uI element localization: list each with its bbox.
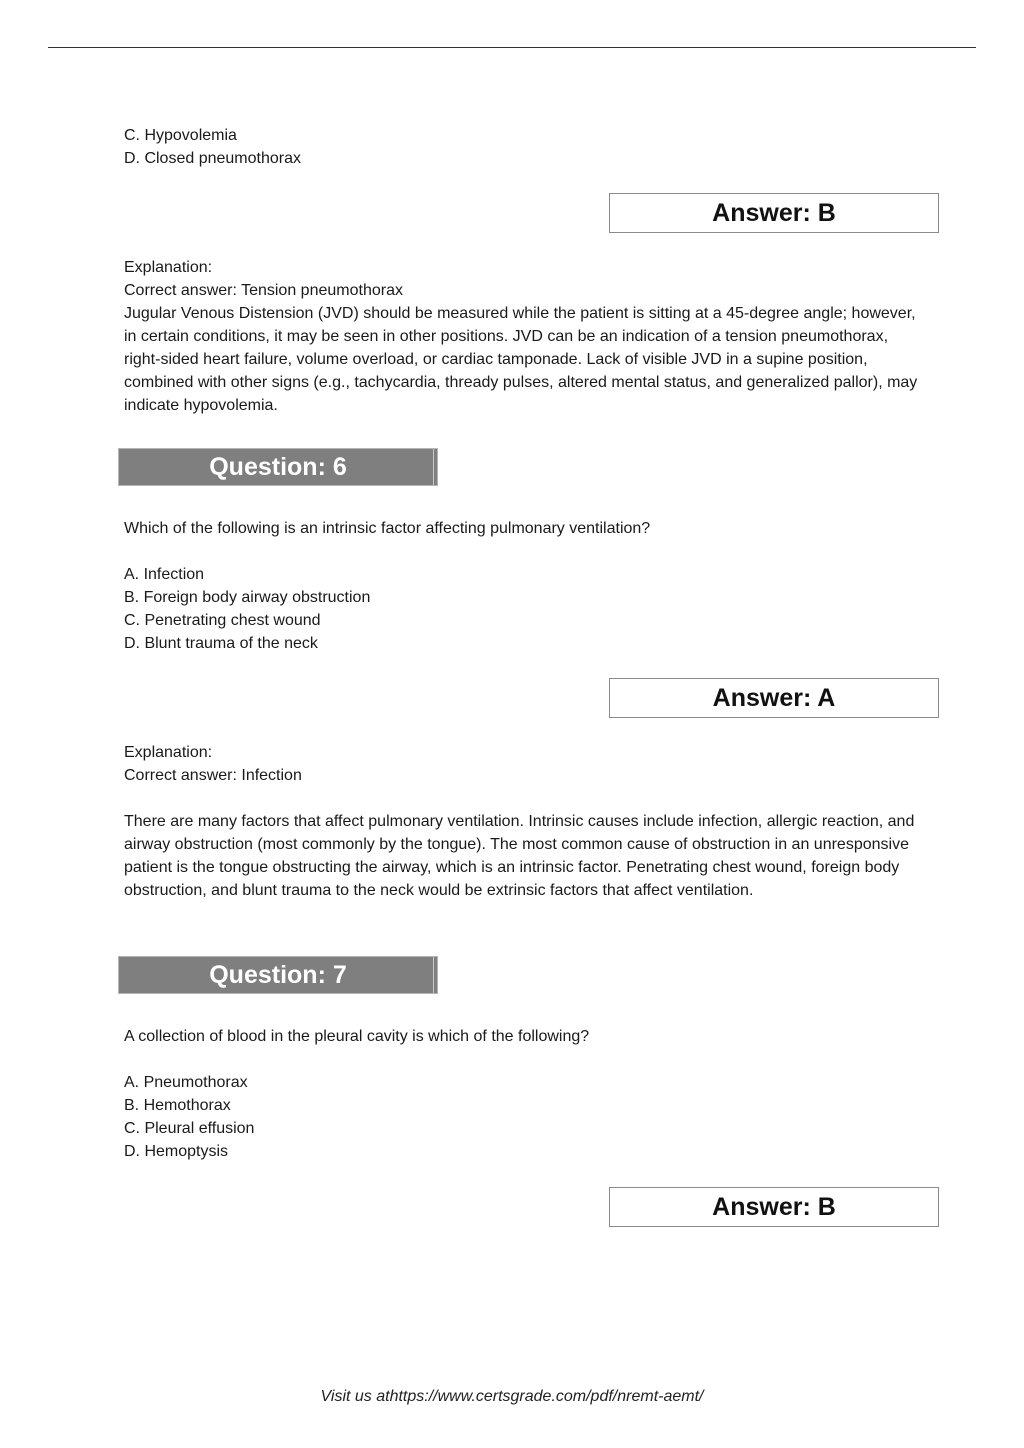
q7-banner — [118, 956, 438, 994]
q7-option-d: D. Hemoptysis — [124, 1143, 229, 1160]
q6-explanation-label: Explanation: — [124, 744, 213, 761]
header-rule — [48, 47, 976, 48]
q7-option-c: C. Pleural effusion — [124, 1120, 255, 1137]
q5-option-c: C. Hypovolemia — [124, 127, 237, 144]
q5-correct-answer: Correct answer: Tension pneumothorax — [124, 282, 403, 299]
q6-explanation-body: There are many factors that affect pulmonary ventilation. Intrinsic causes include infection, allergic reaction, and airway obstruction (most commonly by the tongue). The most common cause of obstruction in an unresponsive patient is the tongue obstructing the airway, which is an intrinsic factor. Penetrating chest wound, foreign body obstruction, and blunt trauma to the neck would be extrinsic factors that affect ventilation. — [124, 813, 915, 899]
q5-explanation — [124, 256, 924, 417]
q5-answer-box: Answer: B — [609, 193, 939, 233]
q6-option-b: B. Foreign body airway obstruction — [124, 589, 371, 606]
q5-options — [124, 124, 301, 170]
q7-title: Question: 7 — [209, 960, 347, 989]
footer-link[interactable]: Visit us athttps://www.certsgrade.com/pdf/nremt-aemt/ — [320, 1388, 704, 1405]
q7-prompt: A collection of blood in the pleural cavity is which of the following? — [124, 1028, 590, 1045]
q6-banner — [118, 448, 438, 486]
q6-answer-box: Answer: A — [609, 678, 939, 718]
q6-correct-answer: Correct answer: Infection — [124, 767, 302, 784]
q5-explanation-label: Explanation: — [124, 259, 213, 276]
q7-options — [124, 1071, 254, 1163]
q6-option-c: C. Penetrating chest wound — [124, 612, 321, 629]
q6-option-d: D. Blunt trauma of the neck — [124, 635, 318, 652]
q6-prompt: Which of the following is an intrinsic factor affecting pulmonary ventilation? — [124, 520, 651, 537]
q5-explanation-body: Jugular Venous Distension (JVD) should be measured while the patient is sitting at a 45-degree angle; however, in certain conditions, it may be seen in other positions. JVD can be an indication of a tension pneumothorax, right-sided heart failure, volume overload, or cardiac tamponade. Lack of visible JVD in a supine position, combined with other signs (e.g., tachycardia, thready pulses, altered mental status, and generalized pallor), may indicate hypovolemia. — [124, 305, 918, 414]
q7-option-a: A. Pneumothorax — [124, 1074, 248, 1091]
q6-option-a: A. Infection — [124, 566, 205, 583]
q7-answer-box: Answer: B — [609, 1187, 939, 1227]
q6-options — [124, 563, 370, 655]
q6-title: Question: 6 — [209, 452, 347, 481]
q7-option-b: B. Hemothorax — [124, 1097, 231, 1114]
q5-option-d: D. Closed pneumothorax — [124, 150, 301, 167]
q6-explanation — [124, 741, 302, 787]
